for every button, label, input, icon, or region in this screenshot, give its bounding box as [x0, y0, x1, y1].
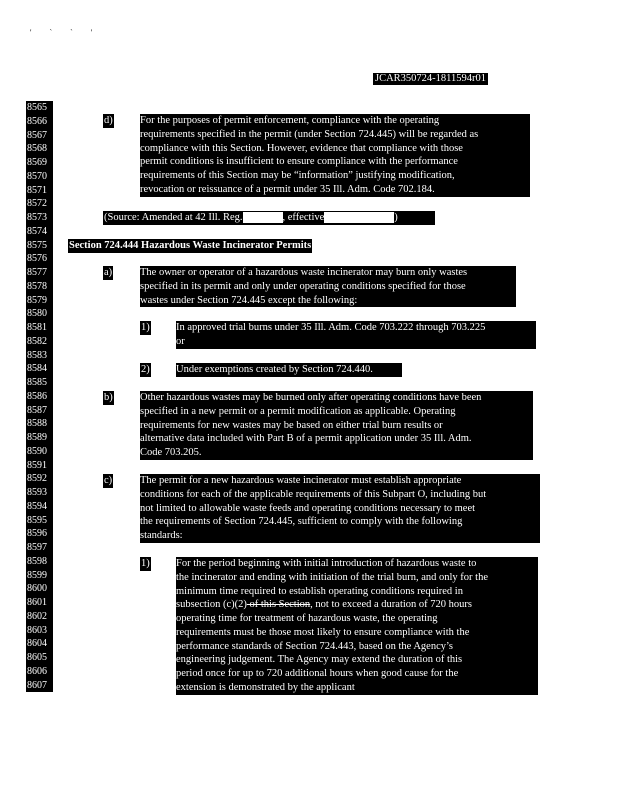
para-a1-text: [176, 321, 536, 349]
text-line: the incinerator and ending with initiation of the trial burn, and only for the: [176, 571, 489, 583]
para-d-text: [140, 114, 530, 197]
line-number: 8567: [27, 129, 47, 141]
blank-field: [324, 212, 394, 223]
para-a1-marker: 1): [141, 322, 150, 333]
line-number: 8589: [27, 432, 47, 443]
line-number: 8565: [27, 102, 47, 113]
source-mid: , effective: [282, 212, 325, 223]
line-number: 8570: [27, 170, 47, 182]
para-b-text: [140, 391, 533, 460]
text-line: permit conditions is insufficient to ensure compliance with the performance: [140, 156, 458, 168]
text-line: performance standards of Section 724.443, based on the Agency’s: [176, 640, 454, 652]
text-line: wastes under Section 724.445 except the following:: [140, 294, 358, 306]
line-number-column: [26, 101, 53, 692]
line-number: 8587: [27, 404, 47, 416]
line-number: 8579: [27, 294, 47, 306]
para-c1-text: [176, 557, 538, 695]
struck-text: of this Section: [246, 599, 311, 611]
line-number: 8575: [27, 239, 47, 251]
para-c-marker: c): [104, 475, 113, 486]
line-number: 8577: [27, 267, 47, 278]
line-number: 8607: [27, 679, 47, 691]
line-number: 8586: [27, 390, 47, 402]
line-number: 8588: [27, 418, 47, 430]
para-a-text: [140, 266, 516, 307]
line-number: 8582: [27, 335, 47, 347]
para-d-marker: d): [104, 115, 113, 126]
para-a-marker: a): [104, 267, 113, 278]
line-number: 8569: [27, 157, 47, 168]
para-b-marker: b): [104, 392, 113, 403]
text-line: alternative data included with Part B of a permit application under 35 Ill. Adm.: [140, 433, 472, 445]
source-suffix: ): [394, 212, 398, 223]
text-line: Code 703.205.: [140, 447, 202, 458]
line-number: 8602: [27, 610, 47, 622]
line-number: 8572: [27, 198, 47, 210]
text-line: For the period beginning with initial introduction of hazardous waste to: [176, 558, 477, 569]
line-number: 8606: [27, 665, 47, 677]
text-line-with-strike: [176, 598, 538, 612]
text-line: revocation or reissuance of a permit under 35 Ill. Adm. Code 702.184.: [140, 183, 435, 195]
line-number: 8573: [27, 212, 47, 223]
text-line: requirements for new wastes may be based on either trial burn results or: [140, 419, 443, 431]
text-line: requirements of this Section may be “information” justifying modification,: [140, 170, 455, 181]
text-line: standards:: [140, 530, 183, 541]
document-id: JCAR350724-1811594r01: [375, 73, 487, 84]
line-number: 8581: [27, 322, 47, 333]
text-line: conditions for each of the applicable requirements of this Subpart O, including but: [140, 488, 487, 500]
line-number: 8600: [27, 583, 47, 595]
line-number: 8596: [27, 528, 47, 540]
line-number: 8603: [27, 624, 47, 636]
text-line: specified in its permit and only under operating conditions specified for those: [140, 280, 466, 292]
text-line: the requirements of Section 724.445, sufficient to comply with the following: [140, 516, 463, 528]
text-line: Under exemptions created by Section 724.440.: [176, 364, 373, 375]
text-line: engineering judgement. The Agency may extend the duration of this: [176, 654, 463, 666]
text-line: minimum time required to establish operating conditions required in: [176, 585, 463, 597]
line-number: 8604: [27, 638, 47, 650]
text-line: not limited to allowable waste feeds and operating conditions necessary to meet: [140, 502, 476, 514]
line-number: 8580: [27, 308, 47, 320]
text-line: or: [176, 335, 185, 347]
text-line: For the purposes of permit enforcement, compliance with the operating: [140, 115, 440, 126]
line-number: 8578: [27, 280, 47, 292]
line-number: 8601: [27, 597, 47, 608]
line-number: 8598: [27, 555, 47, 567]
line-number: 8594: [27, 500, 47, 512]
line-number: 8571: [27, 184, 47, 196]
blank-field: [243, 212, 283, 223]
para-a2-text: [176, 363, 402, 377]
text-run: subsection (c)(2): [176, 599, 247, 611]
text-line: The owner or operator of a hazardous waste incinerator may burn only wastes: [140, 267, 468, 278]
section-heading: Section 724.444 Hazardous Waste Incinerator Permits: [69, 240, 312, 251]
text-line: The permit for a new hazardous waste incinerator must establish appropriate: [140, 475, 462, 486]
text-line: In approved trial burns under 35 Ill. Adm. Code 703.222 through 703.225: [176, 322, 486, 333]
text-line: requirements must be those most likely to ensure compliance with the: [176, 626, 470, 638]
line-number: 8590: [27, 445, 47, 457]
line-number: 8597: [27, 542, 47, 553]
text-line: requirements specified in the permit (under Section 724.445) will be regarded as: [140, 128, 479, 140]
line-number: 8599: [27, 569, 47, 581]
line-number: 8595: [27, 514, 47, 526]
line-number: 8605: [27, 652, 47, 663]
source-note: [103, 211, 435, 225]
line-number: 8566: [27, 115, 47, 127]
text-line: Other hazardous wastes may be burned only after operating conditions have been: [140, 392, 482, 403]
line-number: 8591: [27, 459, 47, 471]
line-number: 8585: [27, 377, 47, 388]
para-c1-marker: 1): [141, 558, 150, 569]
line-number: 8576: [27, 253, 47, 265]
source-prefix: (Source: Amended at 42 Ill. Reg.: [104, 212, 243, 223]
line-number: 8574: [27, 225, 47, 237]
text-line: extension is demonstrated by the applicant: [176, 681, 355, 693]
text-line: specified in a new permit or a permit modification as applicable. Operating: [140, 405, 456, 417]
text-line: compliance with this Section. However, evidence that compliance with those: [140, 142, 463, 154]
line-number: 8592: [27, 473, 47, 485]
text-line: operating time for treatment of hazardous waste, the operating: [176, 613, 438, 624]
line-number: 8584: [27, 363, 47, 375]
para-a2-marker: 2): [141, 364, 150, 375]
line-number: 8568: [27, 143, 47, 155]
para-c-text: [140, 474, 540, 543]
scan-specks: ' ` ` ': [30, 28, 101, 37]
line-number: 8593: [27, 487, 47, 498]
text-line: period once for up to 720 additional hours when good cause for the: [176, 668, 459, 679]
text-run: , not to exceed a duration of 720 hours: [310, 599, 472, 611]
line-number: 8583: [27, 349, 47, 361]
